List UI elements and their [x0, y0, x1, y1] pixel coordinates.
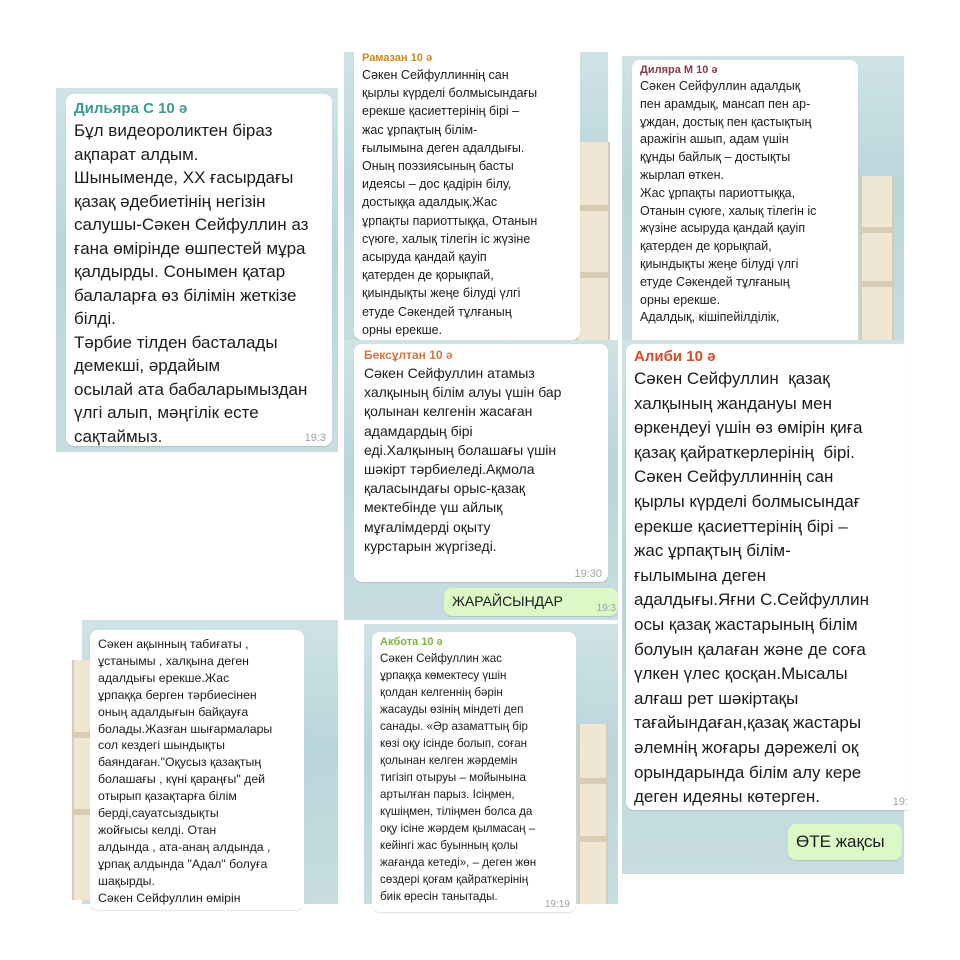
message-bubble-diliara-m[interactable] [632, 60, 858, 350]
building-decoration [578, 724, 608, 904]
message-bubble-bottom-left[interactable] [90, 630, 304, 910]
screenshot-diliara-m [622, 56, 904, 342]
message-time: 19:30 [574, 568, 602, 580]
message-bubble-akbota[interactable] [372, 632, 576, 912]
message-text: Сәкен Сейфуллин жас ұрпаққа көмектесу үшін қолдан келгеннің бәрін жасауды өзінің міндеті деп санады. «Әр азаматтың бір көзі оқу ісінде болып, соған қолынан келген жәрдемін тигізіп отыруы – мойынына артылған парыз. Ісіңмен, күшіңмен, тіліңмен болса да оқу ісіне жәрдем қылмасаң – кейінгі жас буынның қолы жағанда кетеді», – деген жөн сөздері қоғам қайраткерінің биік өресін танытады. [380, 652, 537, 903]
screenshot-diliara-s [56, 88, 338, 452]
message-bubble-alibi[interactable] [626, 344, 910, 810]
message-text: Сәкен Сейфуллин қазақ халқының жандануы мен өркендеуі үшін өз өмірін қиға қазақ қайраткерлерінің бірі. Сәкен Сейфуллиннің сан қырлы күрделі болмысындағ ерекше қасиеттерінің бірі – жас ұрпақтың білім- ғылымына деген адалдығы.Яғни С.Сейфуллин осы қазақ жастарының білім болуын қалаған және де соға үлкен үлес қосқан.Мысалы алғаш рет шәкіртақы тағайындаған,қазақ жастары әлемнің жоғары дәрежелі оқ орындарында білім алу керe деген идеяны көтерген. [634, 369, 869, 807]
message-bubble-diliara-s[interactable] [66, 94, 332, 446]
message-text: Бұл видеороликтен біраз ақпарат алдым. Шыныменде, XX ғасырдағы қазақ әдебиетінің негізін салушы-Сәкен Сейфуллин аз ғана өмірінде өшпестей мұра қалдырды. Сонымен қатар балаларға өз білімін жеткізе білді. Тәрбие тілден басталады демекші, әрдайым осылай ата бабаларымыздан үлгі алып, мәңгілік есте сақтаймыз. [74, 121, 309, 446]
building-decoration [576, 142, 610, 352]
message-time: 19:19 [544, 899, 570, 910]
building-decoration [860, 176, 894, 346]
message-bubble-beksultan[interactable] [354, 344, 608, 582]
reply-time: 19:3 [596, 603, 616, 614]
screenshot-alibi [622, 340, 908, 874]
reply-bubble[interactable] [788, 824, 902, 860]
reply-bubble[interactable] [444, 588, 618, 616]
screenshot-akbota [364, 624, 618, 910]
sender-name: Акбота 10 ә [380, 636, 443, 648]
sender-name: Алиби 10 ә [634, 348, 716, 365]
message-text: Сәкен Сейфуллиннің сан қырлы күрделі болмысындағы ерекше қасиеттерінің бірі – жас ұрпақтың білім- ғылымына деген адалдығы. Оның поэзиясының басты идеясы – дос қадірін білу, достыққа адалдық.Жас ұрпақты париоттыққа, Отанын сүюге, халық тілегін іс жүзіне асыруда қандай қауіп қатерден де қорықпай, қиындықты жеңе білуді үлгі етуде Сәкендей тұлғаның орны ерекше. [362, 68, 538, 337]
message-time: 19:3 [304, 432, 326, 444]
message-bubble-ramazan[interactable] [354, 48, 580, 340]
message-text: Сәкен ақынның табиғаты , ұстанымы , халқына деген адалдығы ерекше.Жас ұрпаққа берген тәрбиесінен оның адалдығын байқауға болады.Жазған шығармалары сол кездегі шындықты баяндаған."Оқусыз қазақтың болашағы , күні қараңғы" дей отырып қазақтарға білім берді,сауатсыздықты жойғысы келді. Отан алдында , ата-анаң алдында , ұрпақ алдында "Адал" болуға шақырды. Сәкен Сейфуллин өмірін [98, 637, 273, 905]
screenshot-ramazan [344, 52, 608, 344]
sender-name: Диляра М 10 ә [640, 64, 718, 76]
screenshot-beksultan [344, 340, 618, 620]
sender-name: Дильяра С 10 ә [74, 100, 188, 117]
screenshot-bottom-left [82, 620, 338, 904]
message-text: Сәкен Сейфуллин адалдық пен арамдық, мансап пен ар- ұждан, достық пен қастықтың аражігін ашып, адам үшін құнды байлық – достықты жырлап өткен. Жас ұрпақты париоттыққа, Отанын сүюге, халық тілегін іс жүзіне асыруда қандай қауіп қатерден де қорықпай, қиындықты жеңе білуді үлгі етуде Сәкендей тұлғаның орны ерекше. Адалдық, кішіпейілділік, [640, 79, 817, 325]
message-time: 19: [892, 796, 908, 808]
message-text: Сәкен Сейфуллин атамыз халқының білім алуы үшін бар қолынан келгенін жасаған адамдардың бірі еді.Халқының болашағы үшін шәкірт тәрбиеледі.Ақмола қаласындағы орыс-қазақ мектебінде үш айлық мұғалімдерді оқыту курстарын жүргізеді. [364, 365, 562, 554]
sender-name: Рамазан 10 ә [362, 52, 433, 64]
reply-text: ЖАРАЙСЫНДАР [452, 593, 563, 609]
sender-name: Бексұлтан 10 ә [364, 348, 453, 362]
reply-text: ӨТЕ жақсы [796, 832, 885, 851]
